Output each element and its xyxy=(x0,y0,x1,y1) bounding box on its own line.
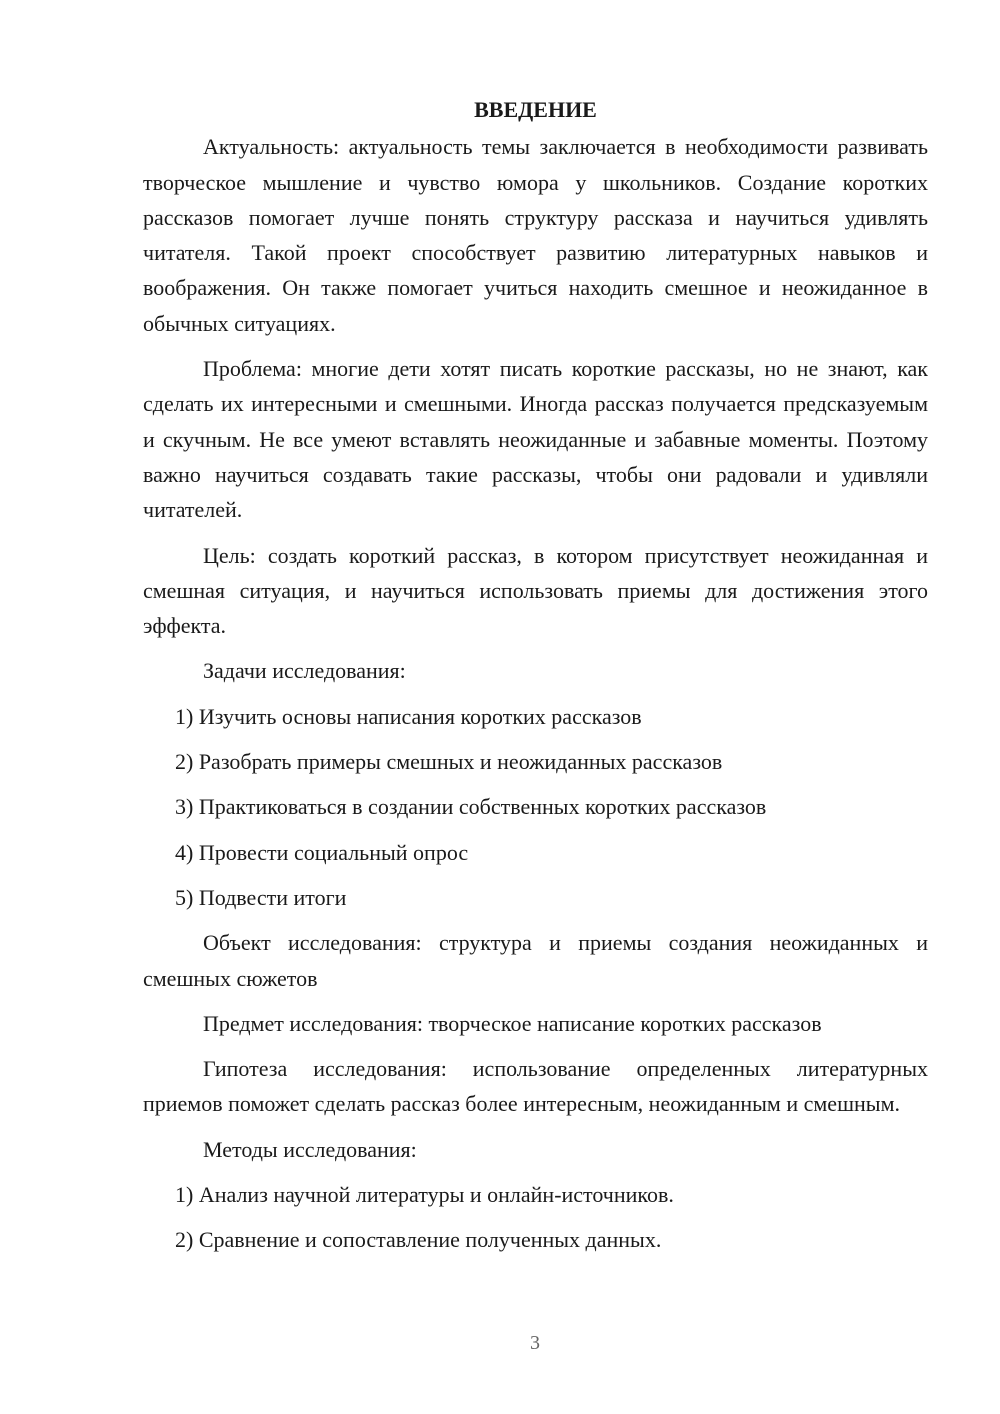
goal-paragraph: Цель: создать короткий рассказ, в котором присутствует неожиданная и смешная ситуация, и научиться использовать приемы для достижения этого эффекта. xyxy=(143,542,928,639)
page-number: 3 xyxy=(530,1332,540,1354)
methods-heading: Методы исследования: xyxy=(203,1136,417,1162)
list-item: 2) Сравнение и сопоставление полученных данных. xyxy=(175,1227,662,1253)
list-item: 2) Разобрать примеры смешных и неожиданных рассказов xyxy=(175,749,723,775)
problem-paragraph: Проблема: многие дети хотят писать короткие рассказы, но не знают, как сделать их интересными и смешными. Иногда рассказ получается предсказуемым и скучным. Не все умеют вставлять неожиданные и забавные моменты. Поэтому важно научиться создавать такие рассказы, чтобы они радовали и удивляли читателей. xyxy=(143,356,928,523)
relevance-paragraph: Актуальность: актуальность темы заключается в необходимости развивать творческое мышление и чувство юмора у школьников. Создание коротких рассказов помогает лучше понять структуру рассказа и научиться удивлять читателя. Такой проект способствует развитию литературных навыков и воображения. Он также помогает учиться находить смешное и неожиданное в обычных ситуациях. xyxy=(143,134,928,336)
methods-list xyxy=(143,1177,928,1258)
tasks-heading: Задачи исследования: xyxy=(203,658,406,684)
document-page xyxy=(143,92,928,1268)
list-item: 3) Практиковаться в создании собственных коротких рассказов xyxy=(175,794,767,820)
list-item: 4) Провести социальный опрос xyxy=(175,839,469,865)
section-title: ВВЕДЕНИЕ xyxy=(474,97,597,122)
list-item: 1) Изучить основы написания коротких рассказов xyxy=(175,703,642,729)
list-item: 5) Подвести итоги xyxy=(175,884,347,910)
hypothesis-paragraph: Гипотеза исследования: использование определенных литературных приемов поможет сделать рассказ более интересным, неожиданным и смешным. xyxy=(143,1056,928,1117)
subject-paragraph: Предмет исследования: творческое написание коротких рассказов xyxy=(203,1010,822,1036)
list-item: 1) Анализ научной литературы и онлайн-источников. xyxy=(175,1182,674,1208)
object-paragraph: Объект исследования: структура и приемы создания неожиданных и смешных сюжетов xyxy=(143,930,928,991)
tasks-list xyxy=(143,699,928,915)
